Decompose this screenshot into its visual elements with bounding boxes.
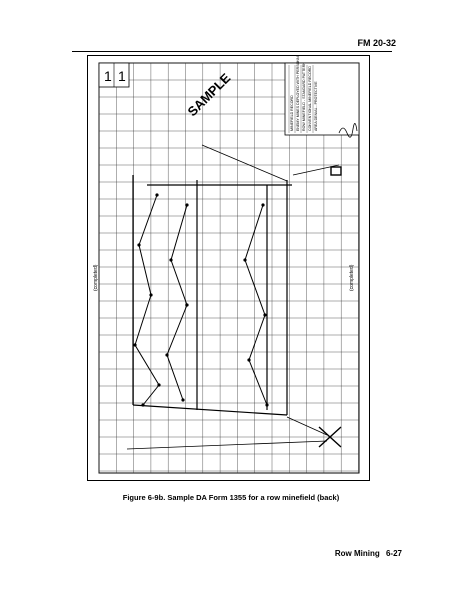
side-label-right: (completed) — [349, 264, 355, 291]
minefield-form-figure — [87, 55, 370, 481]
mine-marker — [261, 203, 264, 206]
mine-marker — [165, 353, 168, 356]
mine-marker — [185, 303, 188, 306]
box-digit-2: 1 — [118, 68, 126, 84]
page-footer — [331, 549, 402, 558]
mine-marker — [133, 343, 136, 346]
form-header-line: ENEMY MINES DEPLOYED WITH PERSONNEL — [296, 55, 300, 131]
figure-caption: Figure 6-9b. Sample DA Form 1355 for a row minefield (back) — [122, 493, 340, 502]
mine-marker — [243, 258, 246, 261]
mine-marker — [169, 258, 172, 261]
mine-marker — [185, 203, 188, 206]
mine-marker — [149, 293, 152, 296]
form-header-line: CONVENTIONAL MINEFIELD RECORD — [308, 66, 312, 131]
sheet-number-boxes — [99, 63, 129, 87]
footer-page: 6-27 — [385, 549, 402, 558]
footer-section: Row Mining — [334, 549, 380, 558]
header-rule — [72, 51, 392, 52]
mine-marker — [263, 313, 266, 316]
mine-marker — [137, 243, 140, 246]
box-digit-1: 1 — [104, 68, 112, 84]
form-header-line: AREA DENIAL - PROTECTIVE — [314, 81, 318, 131]
mine-marker — [155, 193, 158, 196]
form-header-line: MINEFIELD RECORD — [290, 95, 294, 131]
form-header-block — [285, 55, 359, 135]
form-header-line: ROW MINEFIELD - STANDARD PATTERN — [302, 62, 306, 131]
mine-marker — [157, 383, 160, 386]
mine-marker — [247, 358, 250, 361]
sample-stamp: SAMPLE — [184, 70, 234, 120]
manual-number: FM 20-32 — [357, 38, 396, 48]
side-label-left: (completed) — [93, 264, 99, 291]
mine-marker — [181, 398, 184, 401]
